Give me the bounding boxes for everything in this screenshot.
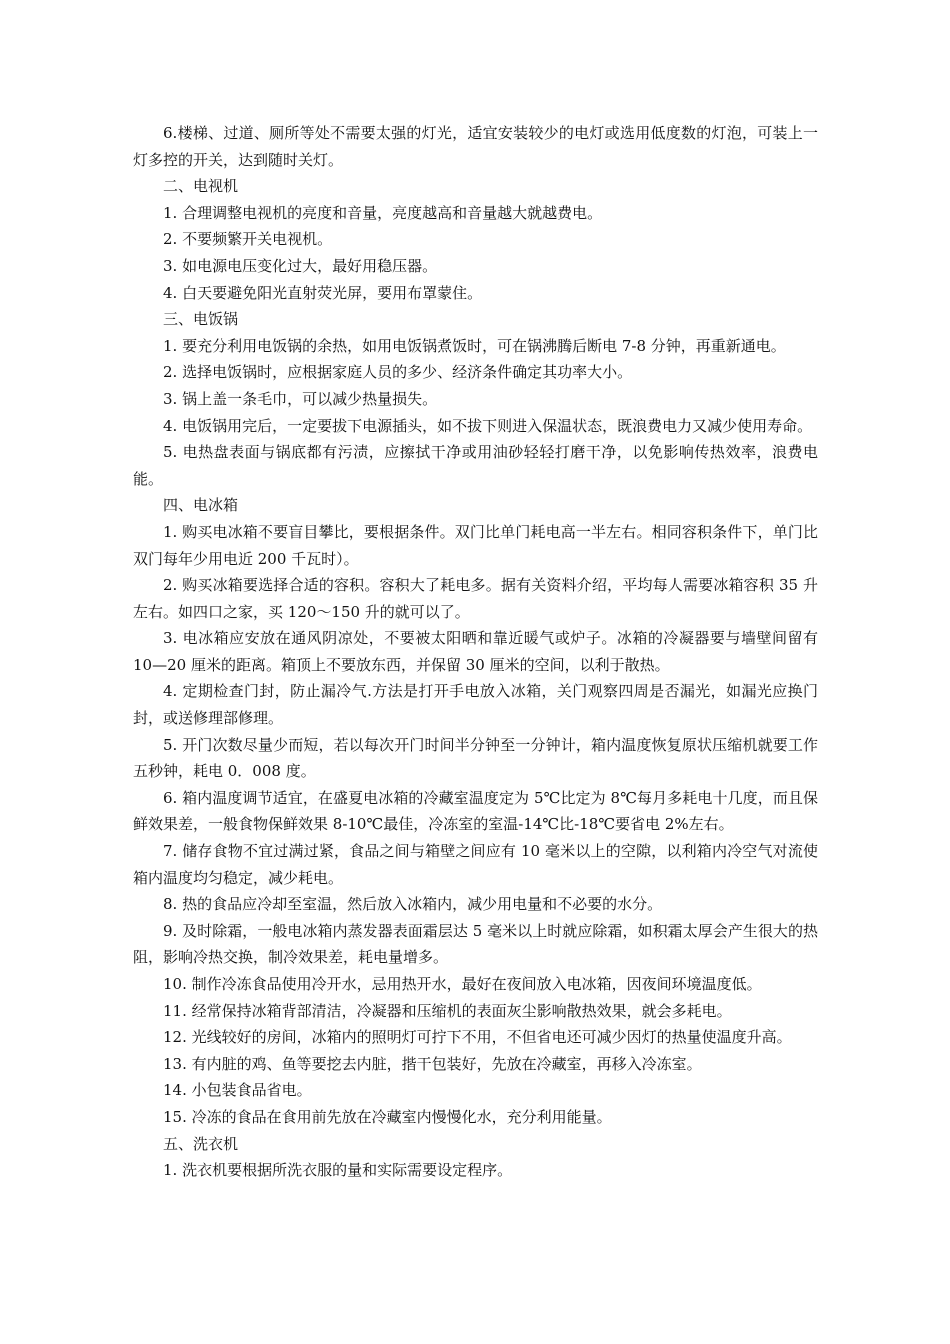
fridge-tip-11: 11. 经常保持冰箱背部清洁，冷凝器和压缩机的表面灰尘影响散热效果，就会多耗电。 bbox=[163, 1001, 732, 1020]
fridge-tip-12: 12. 光线较好的房间，冰箱内的照明灯可拧下不用，不但省电还可减少因灯的热量使温度升高。 bbox=[163, 1028, 792, 1047]
rice-cooker-tip-1: 1. 要充分利用电饭锅的余热，如用电饭锅煮饭时，可在锅沸腾后断电 7-8 分钟，再重新通电。 bbox=[163, 336, 786, 355]
lighting-tip-6: 6.楼梯、过道、厕所等处不需要太强的灯光，适宜安装较少的电灯或选用低度数的灯泡，可装上一灯多控的开关，达到随时关灯。 bbox=[133, 124, 818, 169]
tv-tip-3: 3. 如电源电压变化过大，最好用稳压器。 bbox=[163, 256, 438, 275]
washer-tip-1: 1. 洗衣机要根据所洗衣服的量和实际需要设定程序。 bbox=[163, 1161, 513, 1180]
fridge-tip-6: 6. 箱内温度调节适宜，在盛夏电冰箱的冷藏室温度定为 5℃比定为 8℃每月多耗电十几度，而且保鲜效果差，一般食物保鲜效果 8-10℃最佳，冷冻室的室温-14℃比-18℃要省电 2%左右。 bbox=[133, 788, 818, 834]
fridge-tip-10: 10. 制作冷冻食品使用冷开水，忌用热开水，最好在夜间放入电冰箱，因夜间环境温度低。 bbox=[163, 975, 762, 993]
tv-tip-1: 1. 合理调整电视机的亮度和音量，亮度越高和音量越大就越费电。 bbox=[163, 203, 603, 222]
fridge-tip-15: 15. 冷冻的食品在食用前先放在冷藏室内慢慢化水，充分利用能量。 bbox=[163, 1107, 612, 1126]
rice-cooker-tip-5: 5. 电热盘表面与锅底都有污渍，应擦拭干净或用油砂轻轻打磨干净，以免影响传热效率，浪费电能。 bbox=[133, 443, 818, 488]
fridge-tip-9: 9. 及时除霜，一般电冰箱内蒸发器表面霜层达 5 毫米以上时就应除霜，如积霜太厚会产生很大的热阻，影响冷热交换，制冷效果差，耗电量增多。 bbox=[133, 921, 818, 967]
section-heading-fridge: 四、电冰箱 bbox=[163, 496, 239, 515]
fridge-tip-8: 8. 热的食品应冷却至室温，然后放入冰箱内，减少用电量和不必要的水分。 bbox=[163, 895, 663, 914]
tv-tip-2: 2. 不要频繁开关电视机。 bbox=[163, 230, 333, 249]
fridge-tip-7: 7. 储存食物不宜过满过紧，食品之间与箱壁之间应有 10 毫米以上的空隙，以利箱内冷空气对流使箱内温度均匀稳定，减少耗电。 bbox=[133, 842, 818, 887]
rice-cooker-tip-2: 2. 选择电饭锅时，应根据家庭人员的多少、经济条件确定其功率大小。 bbox=[163, 363, 633, 382]
fridge-tip-14: 14. 小包装食品省电。 bbox=[163, 1081, 312, 1100]
section-heading-tv: 二、电视机 bbox=[163, 177, 239, 196]
document-page bbox=[133, 120, 818, 1184]
fridge-tip-2: 2. 购买冰箱要选择合适的容积。容积大了耗电多。据有关资料介绍，平均每人需要冰箱容积 35 升左右。如四口之家，买 120～150 升的就可以了。 bbox=[133, 576, 818, 621]
fridge-tip-13: 13. 有内脏的鸡、鱼等要挖去内脏，揩干包装好，先放在冷藏室，再移入冷冻室。 bbox=[163, 1054, 702, 1073]
fridge-tip-4: 4. 定期检查门封，防止漏冷气.方法是打开手电放入冰箱，关门观察四周是否漏光，如漏光应换门封，或送修理部修理。 bbox=[133, 682, 818, 728]
section-heading-rice-cooker: 三、电饭锅 bbox=[163, 310, 239, 329]
rice-cooker-tip-3: 3. 锅上盖一条毛巾，可以减少热量损失。 bbox=[163, 389, 438, 408]
rice-cooker-tip-4: 4. 电饭锅用完后，一定要拔下电源插头，如不拔下则进入保温状态，既浪费电力又减少使用寿命。 bbox=[163, 416, 813, 435]
fridge-tip-1: 1. 购买电冰箱不要盲目攀比，要根据条件。双门比单门耗电高一半左右。相同容积条件下，单门比双门每年少用电近 200 千瓦时）。 bbox=[133, 522, 818, 568]
section-heading-washer: 五、洗衣机 bbox=[163, 1134, 239, 1153]
fridge-tip-3: 3. 电冰箱应安放在通风阴凉处，不要被太阳晒和靠近暖气或炉子。冰箱的冷凝器要与墙壁间留有 10—20 厘米的距离。箱顶上不要放东西，并保留 30 厘米的空间，以利于散热。 bbox=[133, 629, 818, 674]
fridge-tip-5: 5. 开门次数尽量少而短，若以每次开门时间半分钟至一分钟计，箱内温度恢复原状压缩机就要工作五秒钟，耗电 0．008 度。 bbox=[133, 735, 818, 781]
tv-tip-4: 4. 白天要避免阳光直射荧光屏，要用布罩蒙住。 bbox=[163, 283, 483, 302]
